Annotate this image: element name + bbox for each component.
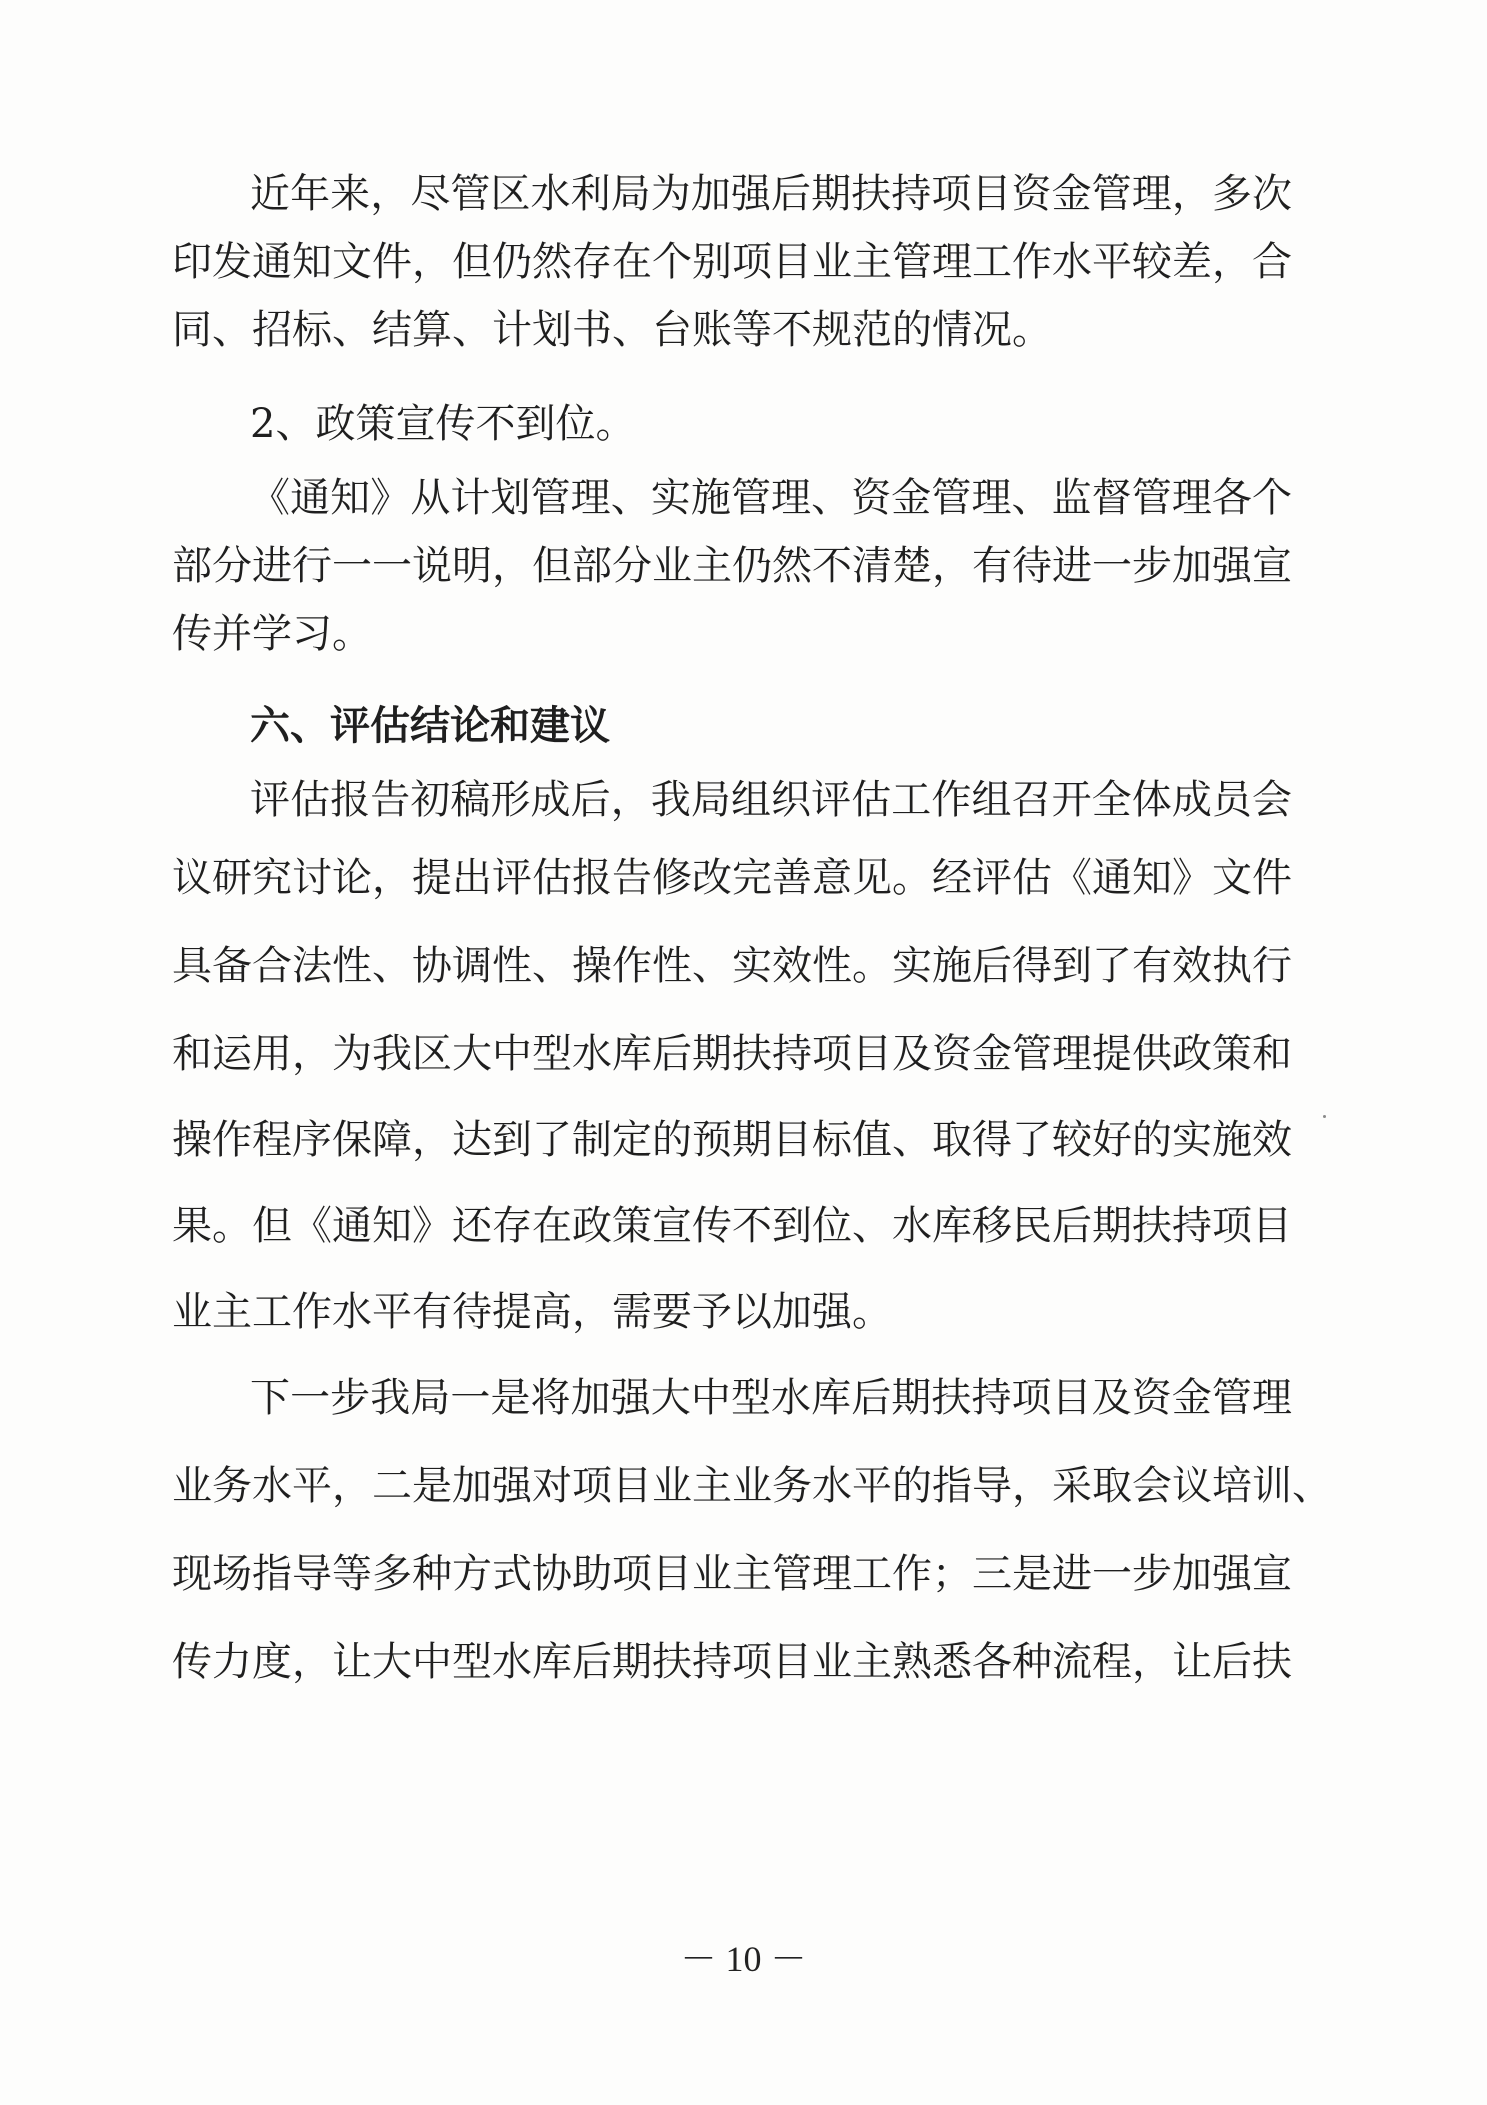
body-line-5: 部分进行一一说明，但部分业主仍然不清楚，有待进一步加强宣 bbox=[172, 543, 1292, 589]
body-line-15: 业务水平，二是加强对项目业主业务水平的指导，采取会议培训、 bbox=[172, 1463, 1332, 1509]
body-line-13: 业主工作水平有待提高，需要予以加强。 bbox=[172, 1289, 892, 1335]
body-line-11: 操作程序保障，达到了制定的预期目标值、取得了较好的实施效 bbox=[172, 1117, 1292, 1163]
body-line-12: 果。但《通知》还存在政策宣传不到位、水库移民后期扶持项目 bbox=[172, 1203, 1292, 1249]
body-line-10: 和运用，为我区大中型水库后期扶持项目及资金管理提供政策和 bbox=[172, 1031, 1292, 1077]
page-number: － 10 － bbox=[680, 1939, 807, 1979]
body-line-16: 现场指导等多种方式协助项目业主管理工作；三是进一步加强宣 bbox=[172, 1551, 1292, 1597]
body-line-2: 印发通知文件，但仍然存在个别项目业主管理工作水平较差，合 bbox=[172, 239, 1292, 285]
body-line-6: 传并学习。 bbox=[172, 611, 372, 657]
subheading-policy-publicity: 2、政策宣传不到位。 bbox=[250, 401, 636, 447]
section-heading-conclusions: 六、评估结论和建议 bbox=[250, 703, 610, 749]
body-line-17: 传力度，让大中型水库后期扶持项目业主熟悉各种流程，让后扶 bbox=[172, 1639, 1292, 1685]
body-line-1: 近年来，尽管区水利局为加强后期扶持项目资金管理，多次 bbox=[250, 171, 1292, 217]
body-line-8: 议研究讨论，提出评估报告修改完善意见。经评估《通知》文件 bbox=[172, 855, 1292, 901]
scan-speck bbox=[1323, 1115, 1326, 1118]
body-line-9: 具备合法性、协调性、操作性、实效性。实施后得到了有效执行 bbox=[172, 943, 1292, 989]
body-line-4: 《通知》从计划管理、实施管理、资金管理、监督管理各个 bbox=[250, 475, 1292, 521]
body-line-3: 同、招标、结算、计划书、台账等不规范的情况。 bbox=[172, 307, 1052, 353]
body-line-7: 评估报告初稿形成后，我局组织评估工作组召开全体成员会 bbox=[250, 777, 1292, 823]
body-line-14: 下一步我局一是将加强大中型水库后期扶持项目及资金管理 bbox=[250, 1375, 1292, 1421]
